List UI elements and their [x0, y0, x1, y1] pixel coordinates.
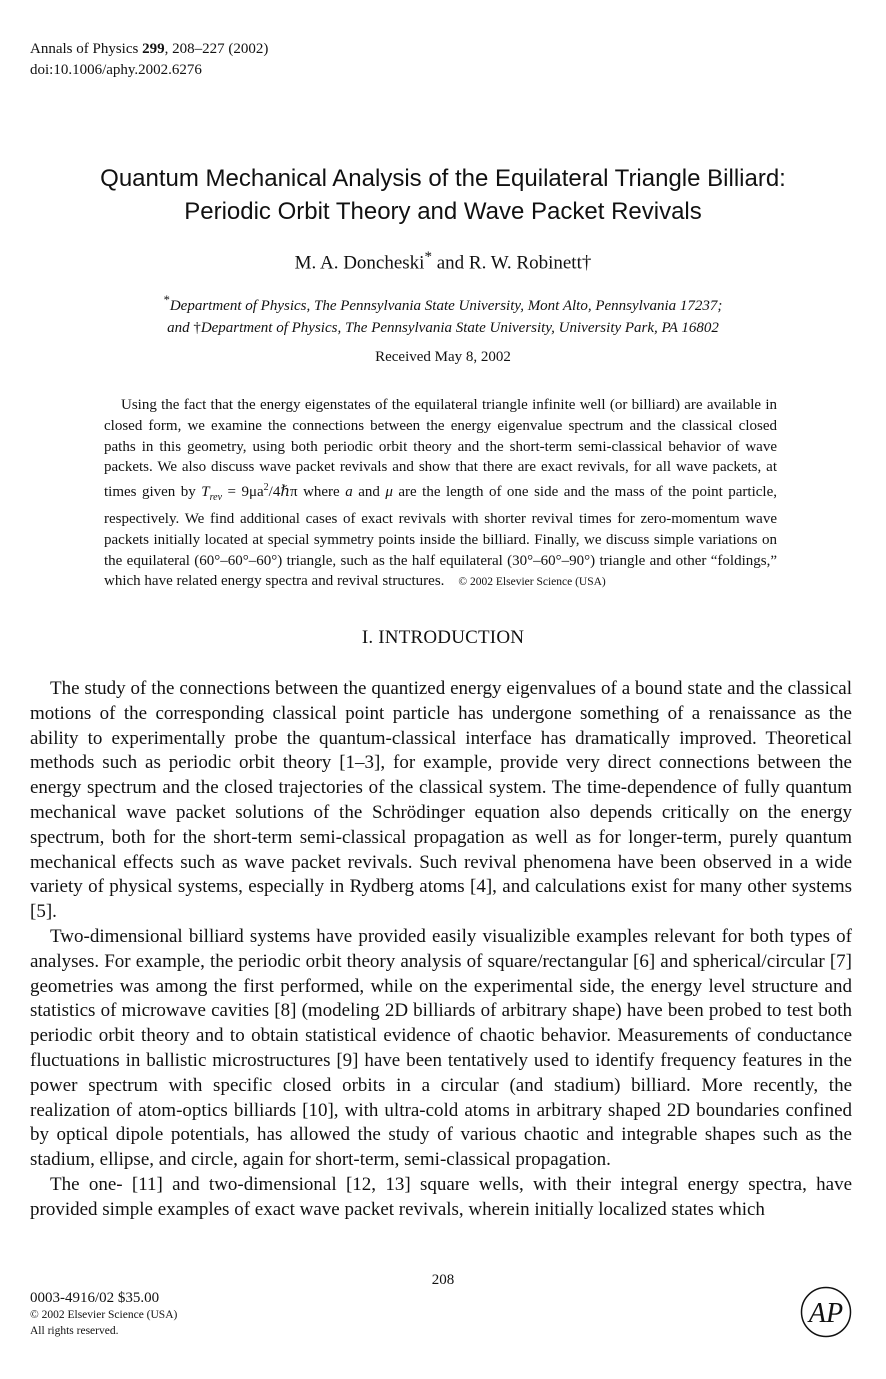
abstract-text-1: Using the fact that the energy eigenstates of the equilateral triangle infinite well (or billiard) are available in closed form, we examine the connections between the energy eigenvalue spectrum and the classical closed paths in this geometry, using both periodic orbit theory and the short-term semi-classical behavior of wave packets. We also discuss wave packet revivals and show that there are exact revivals, for all wave packets, at times given by	[104, 397, 777, 501]
abstract-copyright: © 2002 Elsevier Science (USA)	[458, 576, 606, 589]
formula-sub: rev	[209, 492, 223, 504]
paper-title	[0, 162, 886, 228]
footer-rights: All rights reserved.	[30, 1325, 119, 1337]
page-number: 208	[431, 1272, 455, 1288]
affiliation-2: Department of Physics, The Pennsylvania State University, University Park, PA 16802	[200, 320, 719, 336]
formula-exp: 2	[263, 482, 269, 494]
author-1: M. A. Doncheski	[294, 252, 425, 274]
author-conjunction: and	[431, 252, 469, 274]
author-2-mark: †	[581, 252, 592, 274]
paragraph-2: Two-dimensional billiard systems have provided easily visualizible examples relevant for both types of analyses. For example, the periodic orbit theory analysis of square/rectangular [6] and spherical/circular [7] geometries was among the first performed, while on the experimental side, the energy level structure and statistics of microwave cavities [8] (modeling 2D billiards of arbitrary shape) have been probed to test both periodic orbit theory and to obtain statistical evidence of chaotic behavior. Measurements of conductance fluctuations in ballistic microstructures [9] have been tentatively used to identify frequency features in the power spectrum with specific closed orbits in a circular (and stadium) billiard. More recently, the realization of atom-optics billiards [10], with ultra-cold atoms in arbitrary shaped 2D boundaries confined by optical dipole potentials, has allowed the study of various chaotic and integrable shapes such as the stadium, ellipse, and circle, again for short-term, semi-classical propagation.	[30, 925, 852, 1171]
doi: doi:10.1006/aphy.2002.6276	[30, 62, 202, 78]
journal-volume: 299	[142, 41, 165, 57]
publisher-logo	[800, 1286, 852, 1338]
abstract	[104, 395, 777, 593]
footer-copyright: © 2002 Elsevier Science (USA)	[30, 1309, 178, 1321]
received-date: Received May 8, 2002	[375, 349, 511, 365]
body-text	[30, 677, 852, 1223]
logo-text: AP	[808, 1298, 844, 1329]
footer	[30, 1290, 177, 1339]
abstract-and: and	[352, 484, 386, 501]
affiliation-2-prefix: and	[167, 320, 194, 336]
author-list	[0, 249, 886, 274]
formula-rhs: = 9μa	[222, 484, 264, 501]
journal-pages-year: , 208–227 (2002)	[164, 41, 269, 57]
formula-T: T	[201, 484, 210, 501]
title-line-1: Quantum Mechanical Analysis of the Equilateral Triangle Billiard:	[100, 165, 786, 192]
affiliation-2-mark: †	[193, 320, 201, 336]
ap-logo-icon	[800, 1286, 852, 1338]
abstract-text-2: where	[297, 484, 346, 501]
affiliation-1-mark: *	[163, 293, 170, 307]
journal-citation	[30, 39, 268, 81]
journal-name: Annals of Physics	[30, 41, 139, 57]
var-mu: μ	[385, 484, 393, 501]
section-heading: I. INTRODUCTION	[361, 627, 525, 648]
title-line-2: Periodic Orbit Theory and Wave Packet Revivals	[184, 198, 702, 225]
author-2: R. W. Robinett	[468, 252, 582, 274]
var-a: a	[345, 484, 353, 501]
author-1-mark: *	[424, 249, 432, 265]
formula-tail: /4ℏπ	[268, 484, 298, 501]
affiliation-1: Department of Physics, The Pennsylvania State University, Mont Alto, Pennsylvania 17237;	[169, 298, 723, 314]
paragraph-1: The study of the connections between the quantized energy eigenvalues of a bound state and the classical motions of the corresponding classical point particle has undergone something of a renaissance as the ability to experimentally probe the quantum-classical interface has dramatically improved. Theoretical methods such as periodic orbit theory [1–3], for example, provide very direct connections between the energy spectrum and the closed trajectories of the classical system. The time-dependence of fully quantum mechanical wave packet solutions of the Schrödinger equation also depends critically on the energy spectrum, both for the short-term semi-classical propagation as well as for longer-term, purely quantum mechanical effects such as wave packet revivals. Such revival phenomena have been observed in a wide variety of physical systems, especially in Rydberg atoms [4], and calculations exist for many other systems [5].	[30, 678, 852, 923]
affiliations	[0, 289, 886, 339]
paragraph-3: The one- [11] and two-dimensional [12, 13] square wells, with their integral energy spectra, have provided simple examples of exact wave packet revivals, wherein initially localized states which	[30, 1173, 852, 1220]
footer-price: 0003-4916/02 $35.00	[30, 1290, 160, 1306]
abstract-text-3: are the length of one side and the mass of the point particle, respectively. We find additional cases of exact revivals with shorter revival times for zero-momentum wave packets initially located at special symmetry points inside the billiard. Finally, we discuss simple variations on the equilateral (60°–60°–60°) triangle, such as the half equilateral (30°–60°–90°) triangle and other “foldings,” which have related energy spectra and revival structures.	[104, 484, 777, 590]
